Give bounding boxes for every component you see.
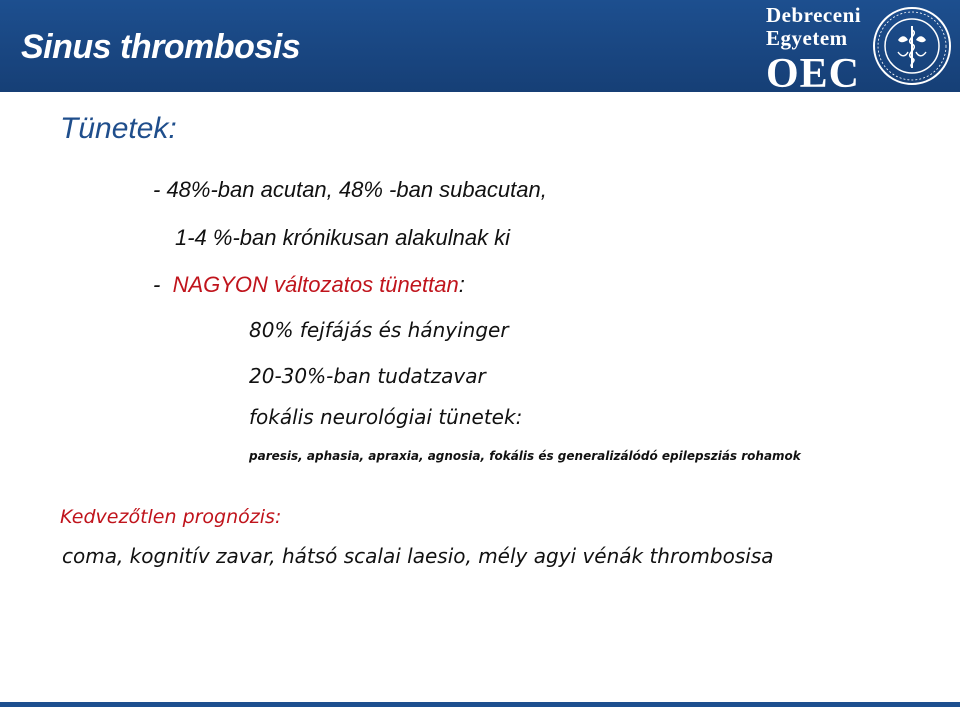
logo-line-2: Egyetem [766, 26, 848, 50]
focal-symptom-details: paresis, aphasia, apraxia, agnosia, fokális és generalizálódó epilepsziás rohamok [249, 449, 801, 463]
symptom-focal: fokális neurológiai tünetek: [249, 405, 523, 429]
slide-title: Sinus thrombosis [21, 28, 301, 66]
variable-symptoms-prefix: - [153, 272, 173, 297]
university-logo [766, 4, 876, 96]
variable-symptoms-highlight: NAGYON változatos tünettan [172, 272, 459, 297]
variable-symptoms-line [153, 272, 465, 298]
symptom-consciousness: 20-30%-ban tudatzavar [249, 364, 486, 388]
university-seal-icon [868, 4, 956, 88]
symptom-headache: 80% fejfájás és hányinger [249, 318, 509, 342]
footer-bar [0, 702, 960, 707]
prognosis-text: coma, kognitív zavar, hátsó scalai laesio, mély agyi vénák thrombosisa [62, 544, 774, 568]
onset-line: - 48%-ban acutan, 48% -ban subacutan, [153, 177, 547, 202]
chronic-line: 1-4 %-ban krónikusan alakulnak ki [175, 225, 511, 250]
symptoms-heading: Tünetek: [60, 112, 177, 145]
variable-symptoms-suffix: : [458, 272, 465, 297]
logo-abbreviation: OEC [766, 51, 861, 97]
logo-line-1: Debreceni [766, 3, 862, 27]
prognosis-label: Kedvezőtlen prognózis: [60, 506, 282, 528]
title-bar [0, 0, 960, 97]
